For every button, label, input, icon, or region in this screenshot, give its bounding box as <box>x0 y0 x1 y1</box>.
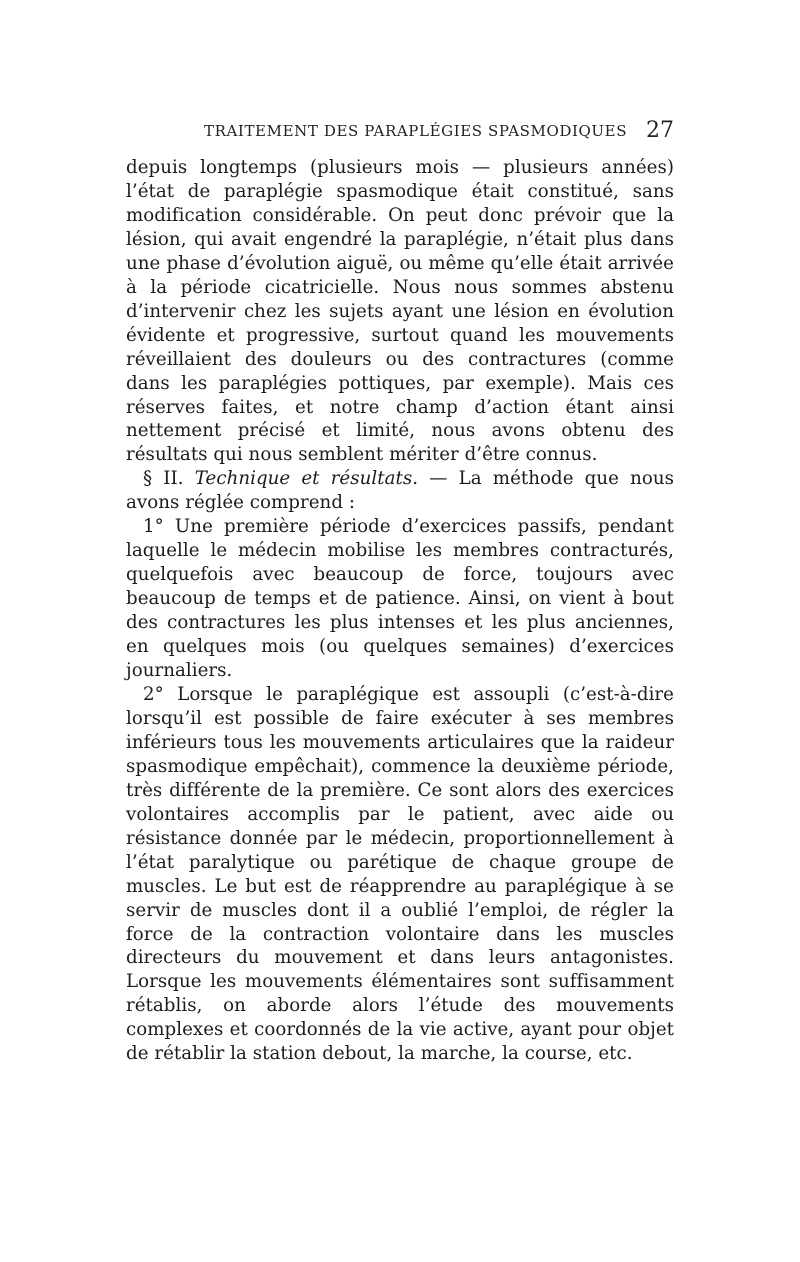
section-heading-paragraph <box>126 467 674 515</box>
running-header <box>204 118 674 144</box>
body-text <box>126 156 674 1066</box>
paragraph-continuation: depuis longtemps (plusieurs mois — plusieurs années) l’état de paraplégie spasmodique était constitué, sans modification considérable. On peut donc prévoir que la lésion, qui avait engendré la paraplégie, n’était plus dans une phase d’évolution aiguë, ou même qu’elle était arrivée à la période cicatricielle. Nous nous sommes abstenu d’intervenir chez les sujets ayant une lésion en évolution évidente et progressive, surtout quand les mouvements réveillaient des douleurs ou des contractures (comme dans les paraplégies pottiques, par exemple). Mais ces réserves faites, et notre champ d’action étant ainsi nettement précisé et limité, nous avons obtenu des résultats qui nous semblent mériter d’être connus. <box>126 157 674 466</box>
section-title: Technique et résultats. <box>194 468 419 490</box>
page-number: 27 <box>646 118 674 143</box>
section-marker: § II. <box>143 468 184 490</box>
paragraph-second-period: 2° Lorsque le paraplégique est assoupli (c’est-à-dire lorsqu’il est possible de faire exécuter à ses membres inférieurs tous les mouvements articulaires que la raideur spasmodique empêchait), commence la deuxième période, très différente de la première. Ce sont alors des exercices volontaires accomplis par le patient, avec aide ou résistance donnée par le médecin, proportionnellement à l’état paralytique ou parétique de chaque groupe de muscles. Le but est de réapprendre au paraplégique à se servir de muscles dont il a oublié l’emploi, de régler la force de la contraction volontaire dans les muscles directeurs du mouvement et dans leurs antagonistes. Lorsque les mouvements élémentaires sont suffisamment rétablis, on aborde alors l’étude des mouvements complexes et coordonnés de la vie active, ayant pour objet de rétablir la station debout, la marche, la course, etc. <box>126 683 674 1065</box>
running-title: TRAITEMENT DES PARAPLÉGIES SPASMODIQUES <box>204 122 628 140</box>
paragraph-first-period: 1° Une première période d’exercices passifs, pendant laquelle le médecin mobilise les membres contracturés, quelquefois avec beaucoup de force, toujours avec beaucoup de temps et de patience. Ainsi, on vient à bout des contractures les plus intenses et les plus anciennes, en quelques mois (ou quelques semaines) d’exercices journaliers. <box>126 516 674 682</box>
section-intro: — La méthode que nous avons réglée comprend : <box>126 468 674 514</box>
